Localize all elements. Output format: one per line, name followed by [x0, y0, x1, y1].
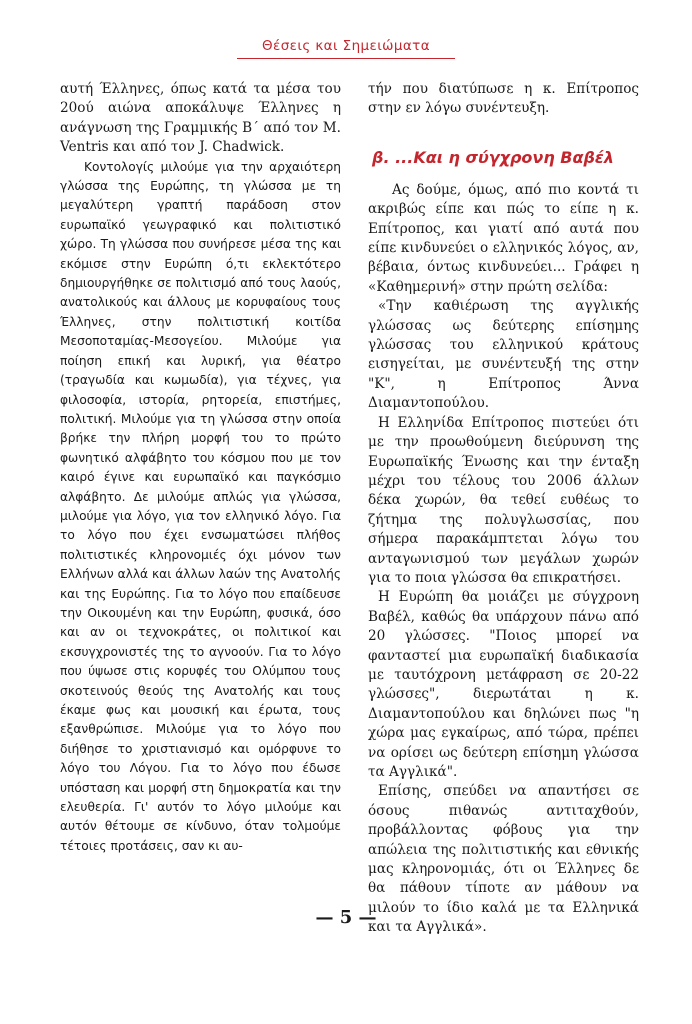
- paragraph: Ας δούμε, όμως, από πιο κοντά τι ακριβώς είπε και πώς το είπε η κ. Επίτροπος, και γιατί από αυτά που είπε κινδυνεύει ο ελληνικός λόγος, αν, βέβαια, όντως κινδυνεύει... Γράφει η «Καθημερινή» στην πρώτη σελίδα:: [368, 181, 639, 295]
- quote-paragraph: Επίσης, σπεύδει να απαντήσει σε όσους πιθανώς αντιταχθούν, προβάλλοντας φόβους για την απώλεια της πολιτιστικής και εθνικής μας κληρονομιάς, ότι οι Έλληνες δε θα πάθουν τίποτε αν μάθουν να μιλούν το ίδιο καλά με τα Ελληνικά και τα Αγγλικά».: [368, 783, 639, 936]
- quote-paragraph: «Την καθιέρωση της αγγλικής γλώσσας ως δεύτερης επίσημης γλώσσας του ελληνικού κράτους εισηγείται, με συνέντευξή της στην "Κ", η Επίτροπος Άννα Διαμαντοπούλου.: [368, 298, 639, 412]
- paragraph: Κοντολογίς μιλούμε για την αρχαιότερη γλώσσα της Ευρώπης, τη γλώσσα με τη μεγαλύτερη γραπτή παράδοση στον ευρωπαϊκό γεωγραφικό και πολιτιστικό χώρο. Τη γλώσσα που συνήρεσε μέσα της και εκόμισε στην Ευρώπη ό,τι εκλεκτότερο δημιουργήθηκε σε πολιτισμό από τους λαούς, ανατολικούς και άλλους με κορυφαίους τους Έλληνες, στην πολιτιστική κοιτίδα Μεσοποταμίας-Μεσογείου. Μιλούμε για ποίηση επική και λυρική, για θέατρο (τραγωδία και κωμωδία), για τέχνες, για φιλοσοφία, ιστορία, ρητορεία, επιστήμες, πολιτική. Μιλούμε για τη γλώσσα στην οποία βρήκε την πλήρη μορφή του το πρώτο φωνητικό αλφάβητο του κόσμου που με τον καιρό έγινε και ευρωπαϊκό και παγκόσμιο αλφάβητο. Δε μιλούμε απλώς για γλώσσα, μιλούμε για λόγο, για τον ελληνικό λόγο. Για το λόγο που έχει ενσωματώσει πλήθος πολιτιστικές κληρονομιές όχι μόνον των Ελλήνων αλλά και άλλων λαών της Ανατολής και της Ευρώπης. Για το λόγο που επαίδευσε την Οικουμένη και την Ευρώπη, φυσικά, όσο και αν οι τεχνοκράτες, οι πολιτικοί και εκσυγχρονιστές της το αγνοούν. Για το λόγο που ύψωσε στις κορυφές του Ολύμπου τους σκοτεινούς θεούς της Ανατολής και τους έκαμε φως και μουσική και έρωτα, τους εξανθρώπισε. Μιλούμε για το λόγο που διήθησε το χριστιανισμό και ομόρφυνε το λόγο του Λόγου. Για το λόγο που έδωσε υπόσταση και μορφή στη δημοκρατία και την ελευθερία. Γι' αυτόν το λόγο μιλούμε και αυτόν θέτουμε σε κίνδυνο, όταν τολμούμε τέτοιες προτάσεις, σαν κι αυ-: [60, 159, 341, 853]
- right-column: [368, 80, 639, 938]
- quote-paragraph: Η Ελληνίδα Επίτροπος πιστεύει ότι με την προωθούμενη διεύρυνση της Ευρωπαϊκής Ένωσης και την ένταξη μέχρι του τέλους του 2006 άλλων δέκα χωρών, θα τεθεί ευθέως το ζήτημα της πολυγλωσσίας, που σήμερα παρακάμπτεται λόγω του ανταγωνισμού των μεγάλων χωρών για το ποια γλώσσα θα επικρατήσει.: [368, 414, 639, 586]
- paragraph: τήν που διατύπωσε η κ. Επίτροπος στην εν λόγω συνέντευξη.: [368, 81, 639, 117]
- paragraph: αυτή Έλληνες, όπως κατά τα μέσα του 20ού αιώνα αποκάλυψε Έλληνες η ανάγνωση της Γραμμικής Β΄ από τον M. Ventris και από τον J. Chadwick.: [60, 81, 341, 156]
- page-number: — 5 —: [315, 907, 377, 928]
- section-subheading: β. ...Και η σύγχρονη Βαβέλ: [372, 147, 614, 167]
- left-column: [60, 80, 341, 856]
- quote-paragraph: Η Ευρώπη θα μοιάζει με σύγχρονη Βαβέλ, καθώς θα υπάρχουν πάνω από 20 γλώσσες. "Ποιος μπορεί να φανταστεί μια ευρωπαϊκή διαδικασία με ταυτόχρονη μετάφραση σε 20-22 γλώσσες", διερωτάται η κ. Διαμαντοπούλου και δηλώνει πως "η χώρα μας εγκαίρως, από τώρα, πρέπει να ορίσει ως δεύτερη επίσημη γλώσσα τα Αγγλικά".: [368, 589, 639, 780]
- running-header: Θέσεις και Σημειώματα: [261, 38, 431, 54]
- header-rule: [237, 58, 455, 59]
